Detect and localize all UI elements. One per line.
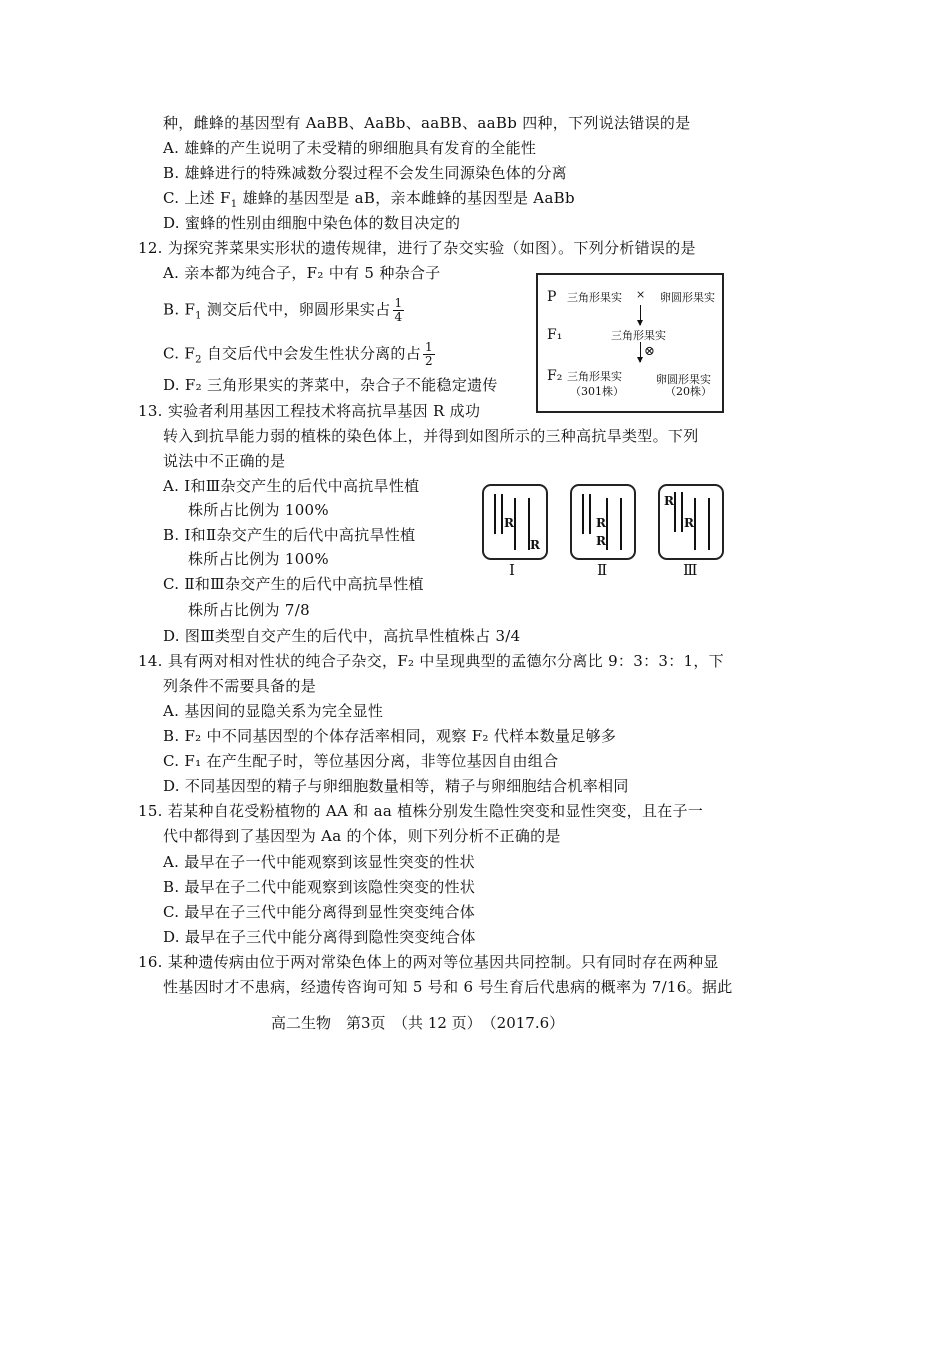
fraction: $\frac{1}{4}$ <box>394 296 403 324</box>
option-a: A. 雄蜂的产生说明了未受精的卵细胞具有发育的全能性 <box>163 139 537 157</box>
gene-r: R <box>596 516 606 530</box>
text-line: 株所占比例为 7/8 <box>188 601 310 619</box>
question-13: 13. 实验者利用基因工程技术将高抗旱基因 R 成功 <box>138 402 481 420</box>
q14-option-b: B. F₂ 中不同基因型的个体存活率相同，观察 F₂ 代样本数量足够多 <box>163 727 617 745</box>
question-16: 16. 某种遗传病由位于两对常染色体上的两对等位基因共同控制。只有同时存在两种显 <box>138 953 719 971</box>
gene-r: R <box>684 516 694 530</box>
parent-right: 卵圆形果实 <box>660 291 715 304</box>
parent-left: 三角形果实 <box>567 291 622 304</box>
q15-option-b: B. 最早在子二代中能观察到该隐性突变的性状 <box>163 878 476 896</box>
f2-left: 三角形果实 <box>567 370 622 383</box>
option-c: C. 上述 $F_1$ 雄蜂的基因型是 aB，亲本雌蜂的基因型是 AaBb <box>163 189 575 210</box>
q13-option-d: D. 图Ⅲ类型自交产生的后代中，高抗旱性植株占 3/4 <box>163 627 521 645</box>
self-sign: ⊗ <box>644 344 655 359</box>
q14-option-d: D. 不同基因型的精子与卵细胞数量相等，精子与卵细胞结合机率相同 <box>163 777 629 795</box>
question-15: 15. 若某种自花受粉植物的 AA 和 aa 植株分别发生隐性突变和显性突变，且在子一 <box>138 802 704 820</box>
gene-r: R <box>664 494 674 508</box>
text-line: 列条件不需要具备的是 <box>163 677 317 695</box>
f2-right-count: （20株） <box>665 385 712 398</box>
cross-sign: × <box>636 288 646 301</box>
q15-option-c: C. 最早在子三代中能分离得到显性突变纯合体 <box>163 903 476 921</box>
option-d: D. 蜜蜂的性别由细胞中染色体的数目决定的 <box>163 214 461 232</box>
chromosome-cell-3 <box>658 484 724 560</box>
chromosome-cell-1 <box>482 484 548 560</box>
q12-option-d: D. F₂ 三角形果实的荠菜中，杂合子不能稳定遗传 <box>163 376 498 394</box>
f1-label: F₁ <box>547 327 563 343</box>
q12-option-a: A. 亲本都为纯合子，F₂ 中有 5 种杂合子 <box>163 264 441 282</box>
down-arrow <box>640 305 641 325</box>
q15-option-d: D. 最早在子三代中能分离得到隐性突变纯合体 <box>163 928 476 946</box>
fraction: $\frac{1}{2}$ <box>425 340 433 368</box>
option-b: B. 雄蜂进行的特殊减数分裂过程不会发生同源染色体的分离 <box>163 164 567 182</box>
text-line: 转入到抗旱能力弱的植株的染色体上，并得到如图所示的三种高抗旱类型。下列 <box>163 427 699 445</box>
f2-right: 卵圆形果实 <box>656 373 711 386</box>
p-label: P <box>547 289 557 305</box>
q14-option-c: C. F₁ 在产生配子时，等位基因分离，非等位基因自由组合 <box>163 752 559 770</box>
figure-label-1: Ⅰ <box>509 561 515 579</box>
q12-option-c: C. $F_2$ 自交后代中会发生性状分离的占 $\frac{1}{2}$ <box>163 340 433 368</box>
f1-trait: 三角形果实 <box>611 329 666 342</box>
q15-option-a: A. 最早在子一代中能观察到该显性突变的性状 <box>163 853 475 871</box>
figure-label-3: Ⅲ <box>683 561 698 579</box>
down-arrow <box>640 342 641 362</box>
text-line: 性基因时才不患病，经遗传咨询可知 5 号和 6 号生育后代患病的概率为 7/16。据此 <box>163 978 733 996</box>
text-line: 株所占比例为 100% <box>188 550 329 568</box>
cross-diagram <box>536 273 724 413</box>
gene-r: R <box>504 516 514 530</box>
text-line: 说法中不正确的是 <box>163 452 286 470</box>
q14-option-a: A. 基因间的显隐关系为完全显性 <box>163 702 384 720</box>
figure-label-2: Ⅱ <box>597 561 608 579</box>
q13-option-a: A. Ⅰ和Ⅲ杂交产生的后代中高抗旱性植 <box>163 477 420 495</box>
gene-r: R <box>530 538 540 552</box>
text-line: 代中都得到了基因型为 Aa 的个体，则下列分析不正确的是 <box>163 827 561 845</box>
q12-option-b: B. $F_1$ 测交后代中，卵圆形果实占 $\frac{1}{4}$ <box>163 296 403 324</box>
f2-label: F₂ <box>547 368 563 384</box>
text-line: 种，雌蜂的基因型有 AaBB、AaBb、aaBB、aaBb 四种，下列说法错误的是 <box>163 114 691 132</box>
page-footer: 高二生物 第3页 （共 12 页） （2017.6） <box>271 1014 565 1032</box>
question-14: 14. 具有两对相对性状的纯合子杂交，F₂ 中呈现典型的孟德尔分离比 9：3：3：1，下 <box>138 652 724 670</box>
f2-left-count: （301株） <box>570 385 624 398</box>
q13-option-c: C. Ⅱ和Ⅲ杂交产生的后代中高抗旱性植 <box>163 575 424 593</box>
gene-r: R <box>596 534 606 548</box>
question-12: 12. 为探究荠菜果实形状的遗传规律，进行了杂交实验（如图）。下列分析错误的是 <box>138 239 696 257</box>
text-line: 株所占比例为 100% <box>188 501 329 519</box>
q13-option-b: B. Ⅰ和Ⅱ杂交产生的后代中高抗旱性植 <box>163 526 416 544</box>
chromosome-cell-2 <box>570 484 636 560</box>
